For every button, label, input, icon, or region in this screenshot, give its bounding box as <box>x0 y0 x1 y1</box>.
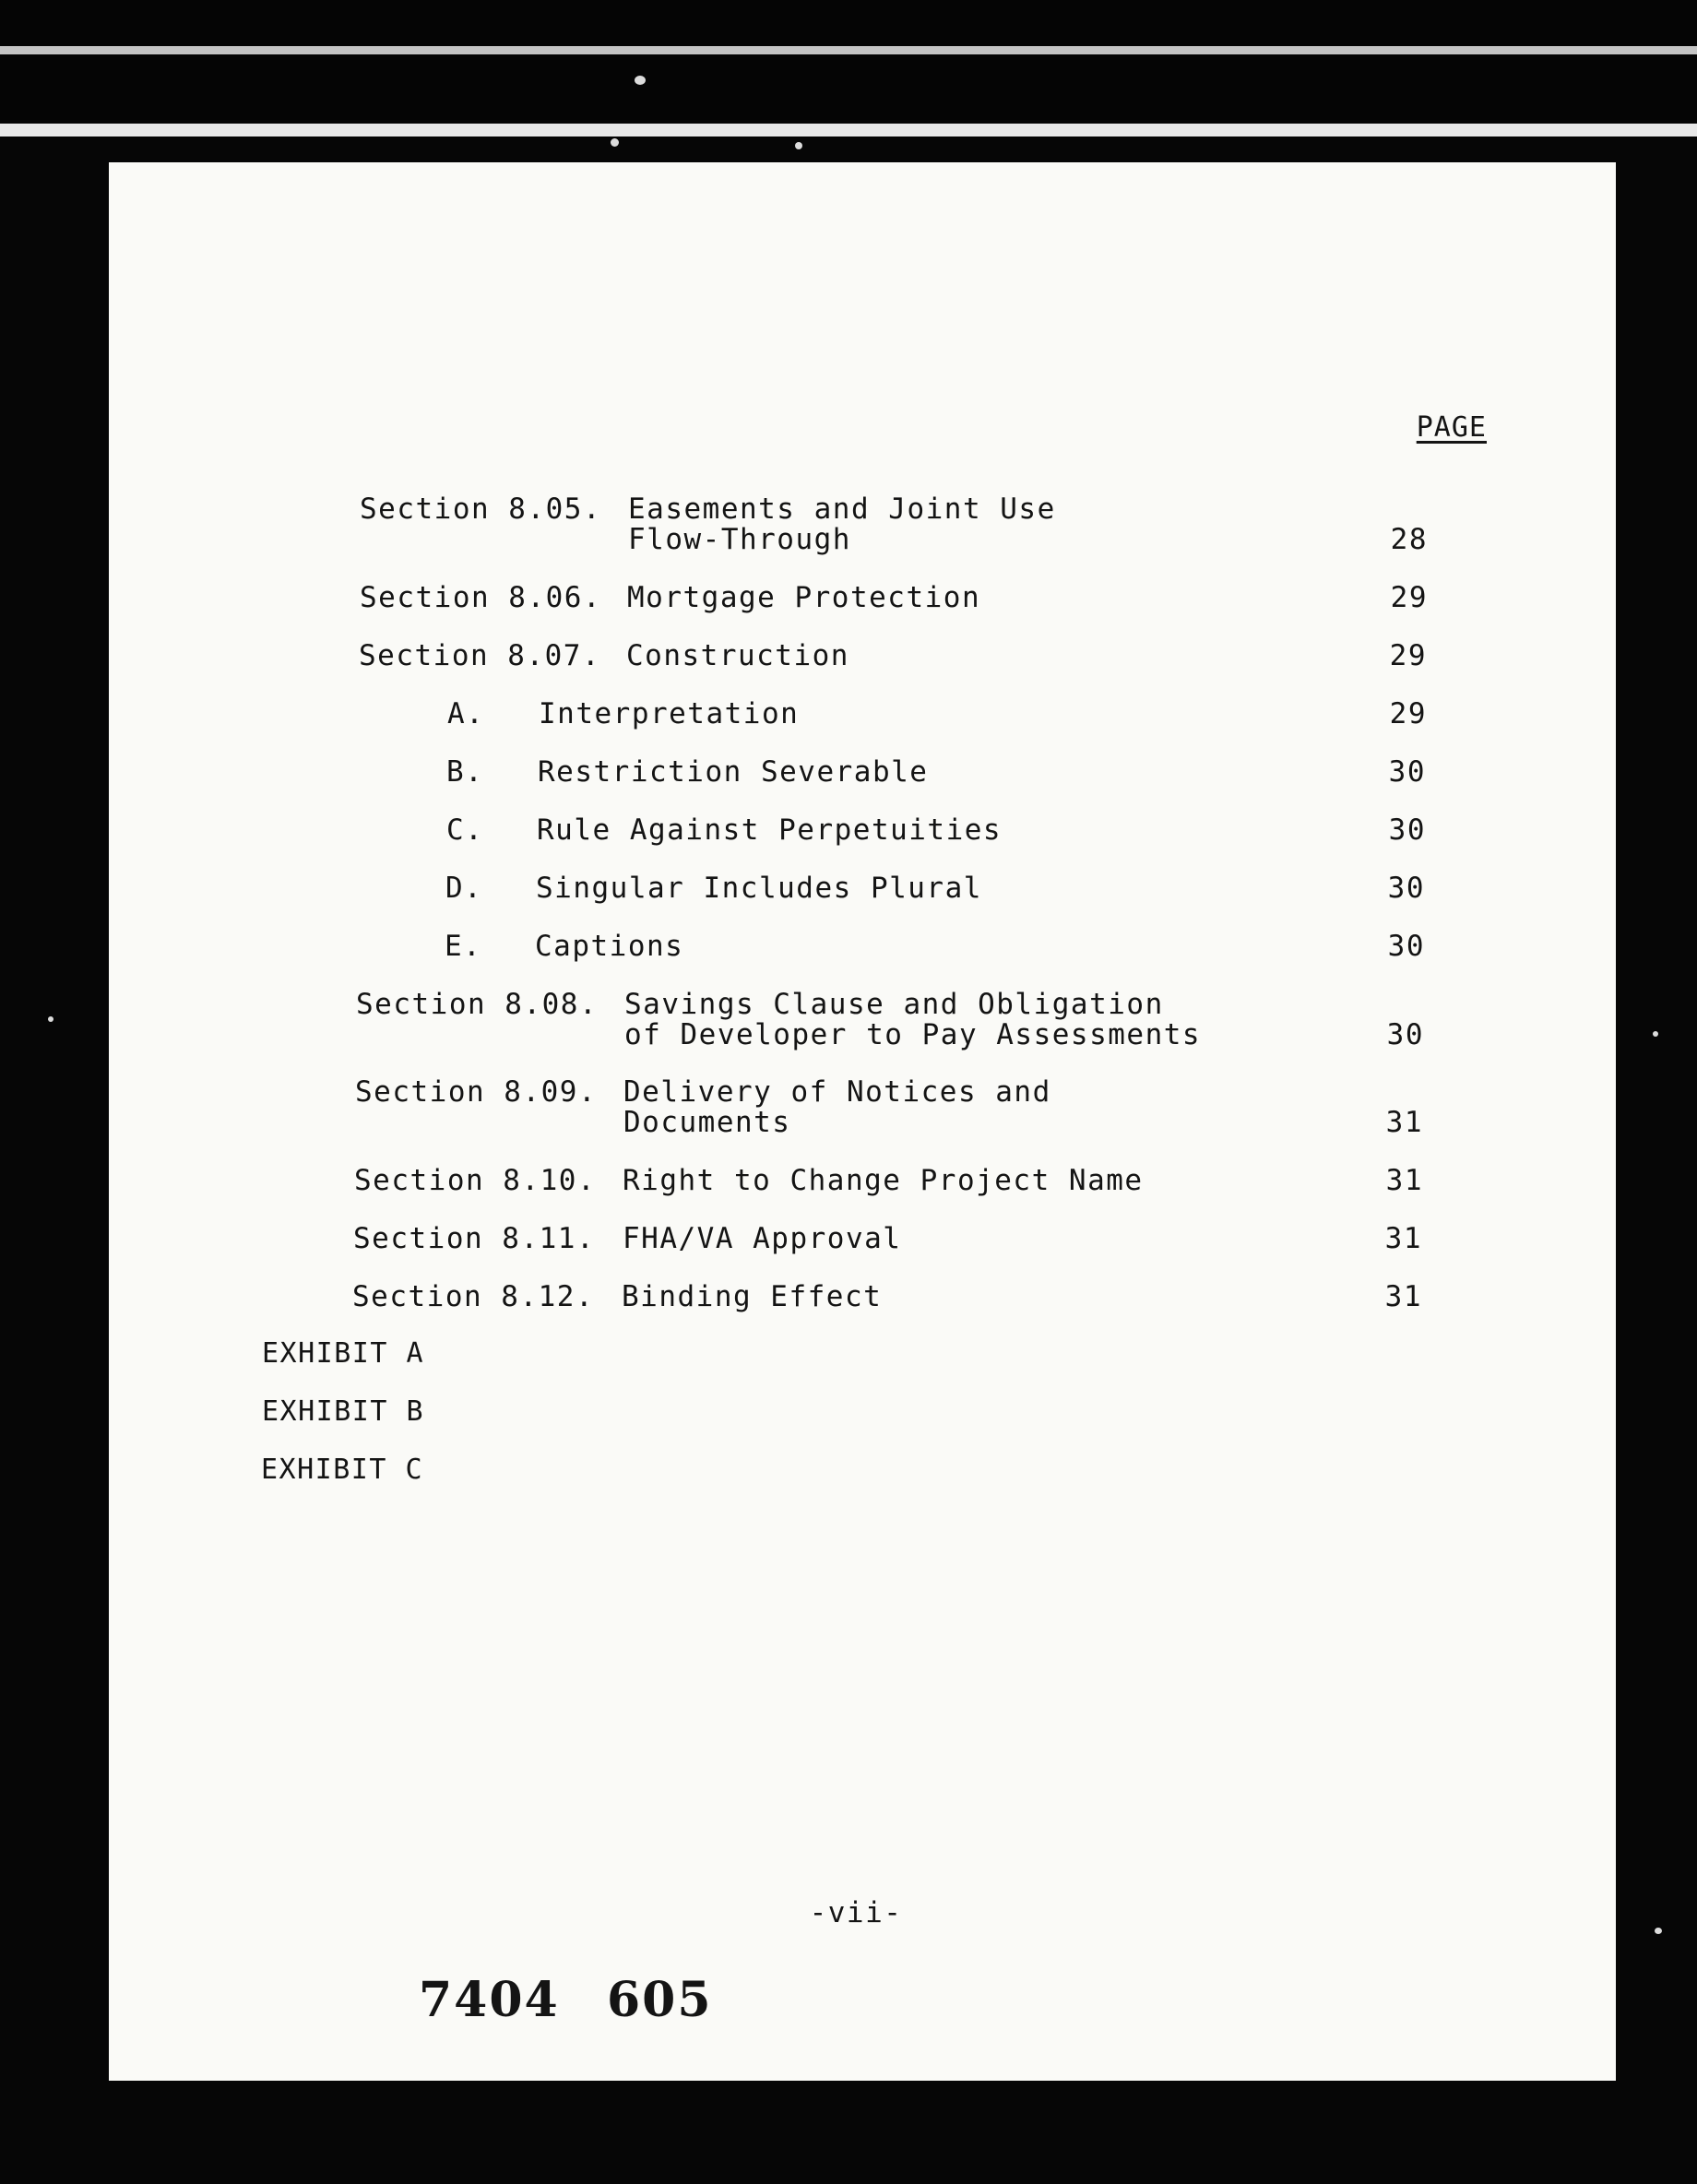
toc-entry-8-05 <box>109 494 1616 561</box>
document-page <box>109 162 1616 2081</box>
toc-entry-number: Section 8.06. <box>360 581 602 614</box>
toc-entry-title: Captions <box>535 930 684 963</box>
scan-speck <box>611 138 619 147</box>
exhibit-b: EXHIBIT B <box>262 1395 425 1428</box>
recording-page-number: 605 <box>607 1972 713 2028</box>
exhibit-c: EXHIBIT C <box>261 1454 424 1486</box>
toc-entry-number: E. <box>445 930 482 963</box>
toc-entry-title: Singular Includes Plural <box>536 872 982 905</box>
toc-entry-page: 30 <box>1388 813 1426 847</box>
exhibit-a: EXHIBIT A <box>262 1337 425 1370</box>
toc-entry-page: 31 <box>1385 1106 1423 1139</box>
scan-artifact-line <box>0 46 1697 54</box>
page-column-header: PAGE <box>1416 411 1487 444</box>
toc-entry-title: Restriction Severable <box>538 755 929 789</box>
toc-entry-title: Right to Change Project Name <box>623 1164 1144 1197</box>
toc-entry-title: Mortgage Protection <box>627 581 981 614</box>
toc-entry-number: D. <box>445 872 483 905</box>
toc-entry-number: C. <box>446 813 484 847</box>
toc-entry-title: Savings Clause and Obligation of Developer to Pay Assessments <box>624 988 1202 1051</box>
toc-entry-number: A. <box>447 697 485 730</box>
toc-entry-title: Construction <box>626 639 849 672</box>
scan-speck <box>1655 1928 1662 1934</box>
toc-entry-page: 30 <box>1386 1018 1424 1051</box>
toc-entry-8-08 <box>109 990 1616 1056</box>
recording-book-number: 7404 <box>419 1972 560 2028</box>
toc-entry-number: Section 8.07. <box>359 639 601 672</box>
toc-entry-title: Delivery of Notices and Documents <box>623 1075 1051 1139</box>
toc-entry-page: 31 <box>1384 1222 1422 1255</box>
scan-artifact-line <box>0 124 1697 136</box>
scan-top-band <box>0 0 1697 138</box>
toc-entry-title: Binding Effect <box>622 1280 883 1313</box>
toc-entry-page: 30 <box>1387 930 1425 963</box>
toc-entry-number: B. <box>446 755 484 789</box>
toc-entry-number: Section 8.05. <box>360 493 602 526</box>
toc-entry-page: 29 <box>1389 697 1427 730</box>
toc-entry-number: Section 8.10. <box>354 1164 597 1197</box>
scan-speck <box>48 1016 53 1022</box>
toc-entry-page: 29 <box>1390 581 1428 614</box>
toc-entry-number: Section 8.12. <box>352 1280 595 1313</box>
toc-entry-page: 28 <box>1390 523 1428 556</box>
toc-entry-number: Section 8.09. <box>355 1075 598 1109</box>
toc-entry-page: 31 <box>1384 1280 1422 1313</box>
toc-entry-title: Interpretation <box>539 697 800 730</box>
toc-entry-page: 30 <box>1388 755 1426 789</box>
page-folio: -vii- <box>809 1896 903 1929</box>
toc-entry-number: Section 8.08. <box>356 988 599 1021</box>
scan-speck <box>795 142 802 149</box>
toc-entry-page: 31 <box>1385 1164 1423 1197</box>
toc-entry-page: 29 <box>1389 639 1427 672</box>
toc-entry-8-09 <box>109 1077 1616 1144</box>
toc-entry-page: 30 <box>1387 872 1425 905</box>
scan-speck <box>635 76 646 85</box>
toc-entry-title: FHA/VA Approval <box>623 1222 902 1255</box>
toc-entry-title: Rule Against Perpetuities <box>537 813 1003 847</box>
toc-entry-number: Section 8.11. <box>353 1222 596 1255</box>
toc-entry-title: Easements and Joint Use Flow-Through <box>628 493 1056 556</box>
scan-speck <box>1653 1031 1658 1037</box>
